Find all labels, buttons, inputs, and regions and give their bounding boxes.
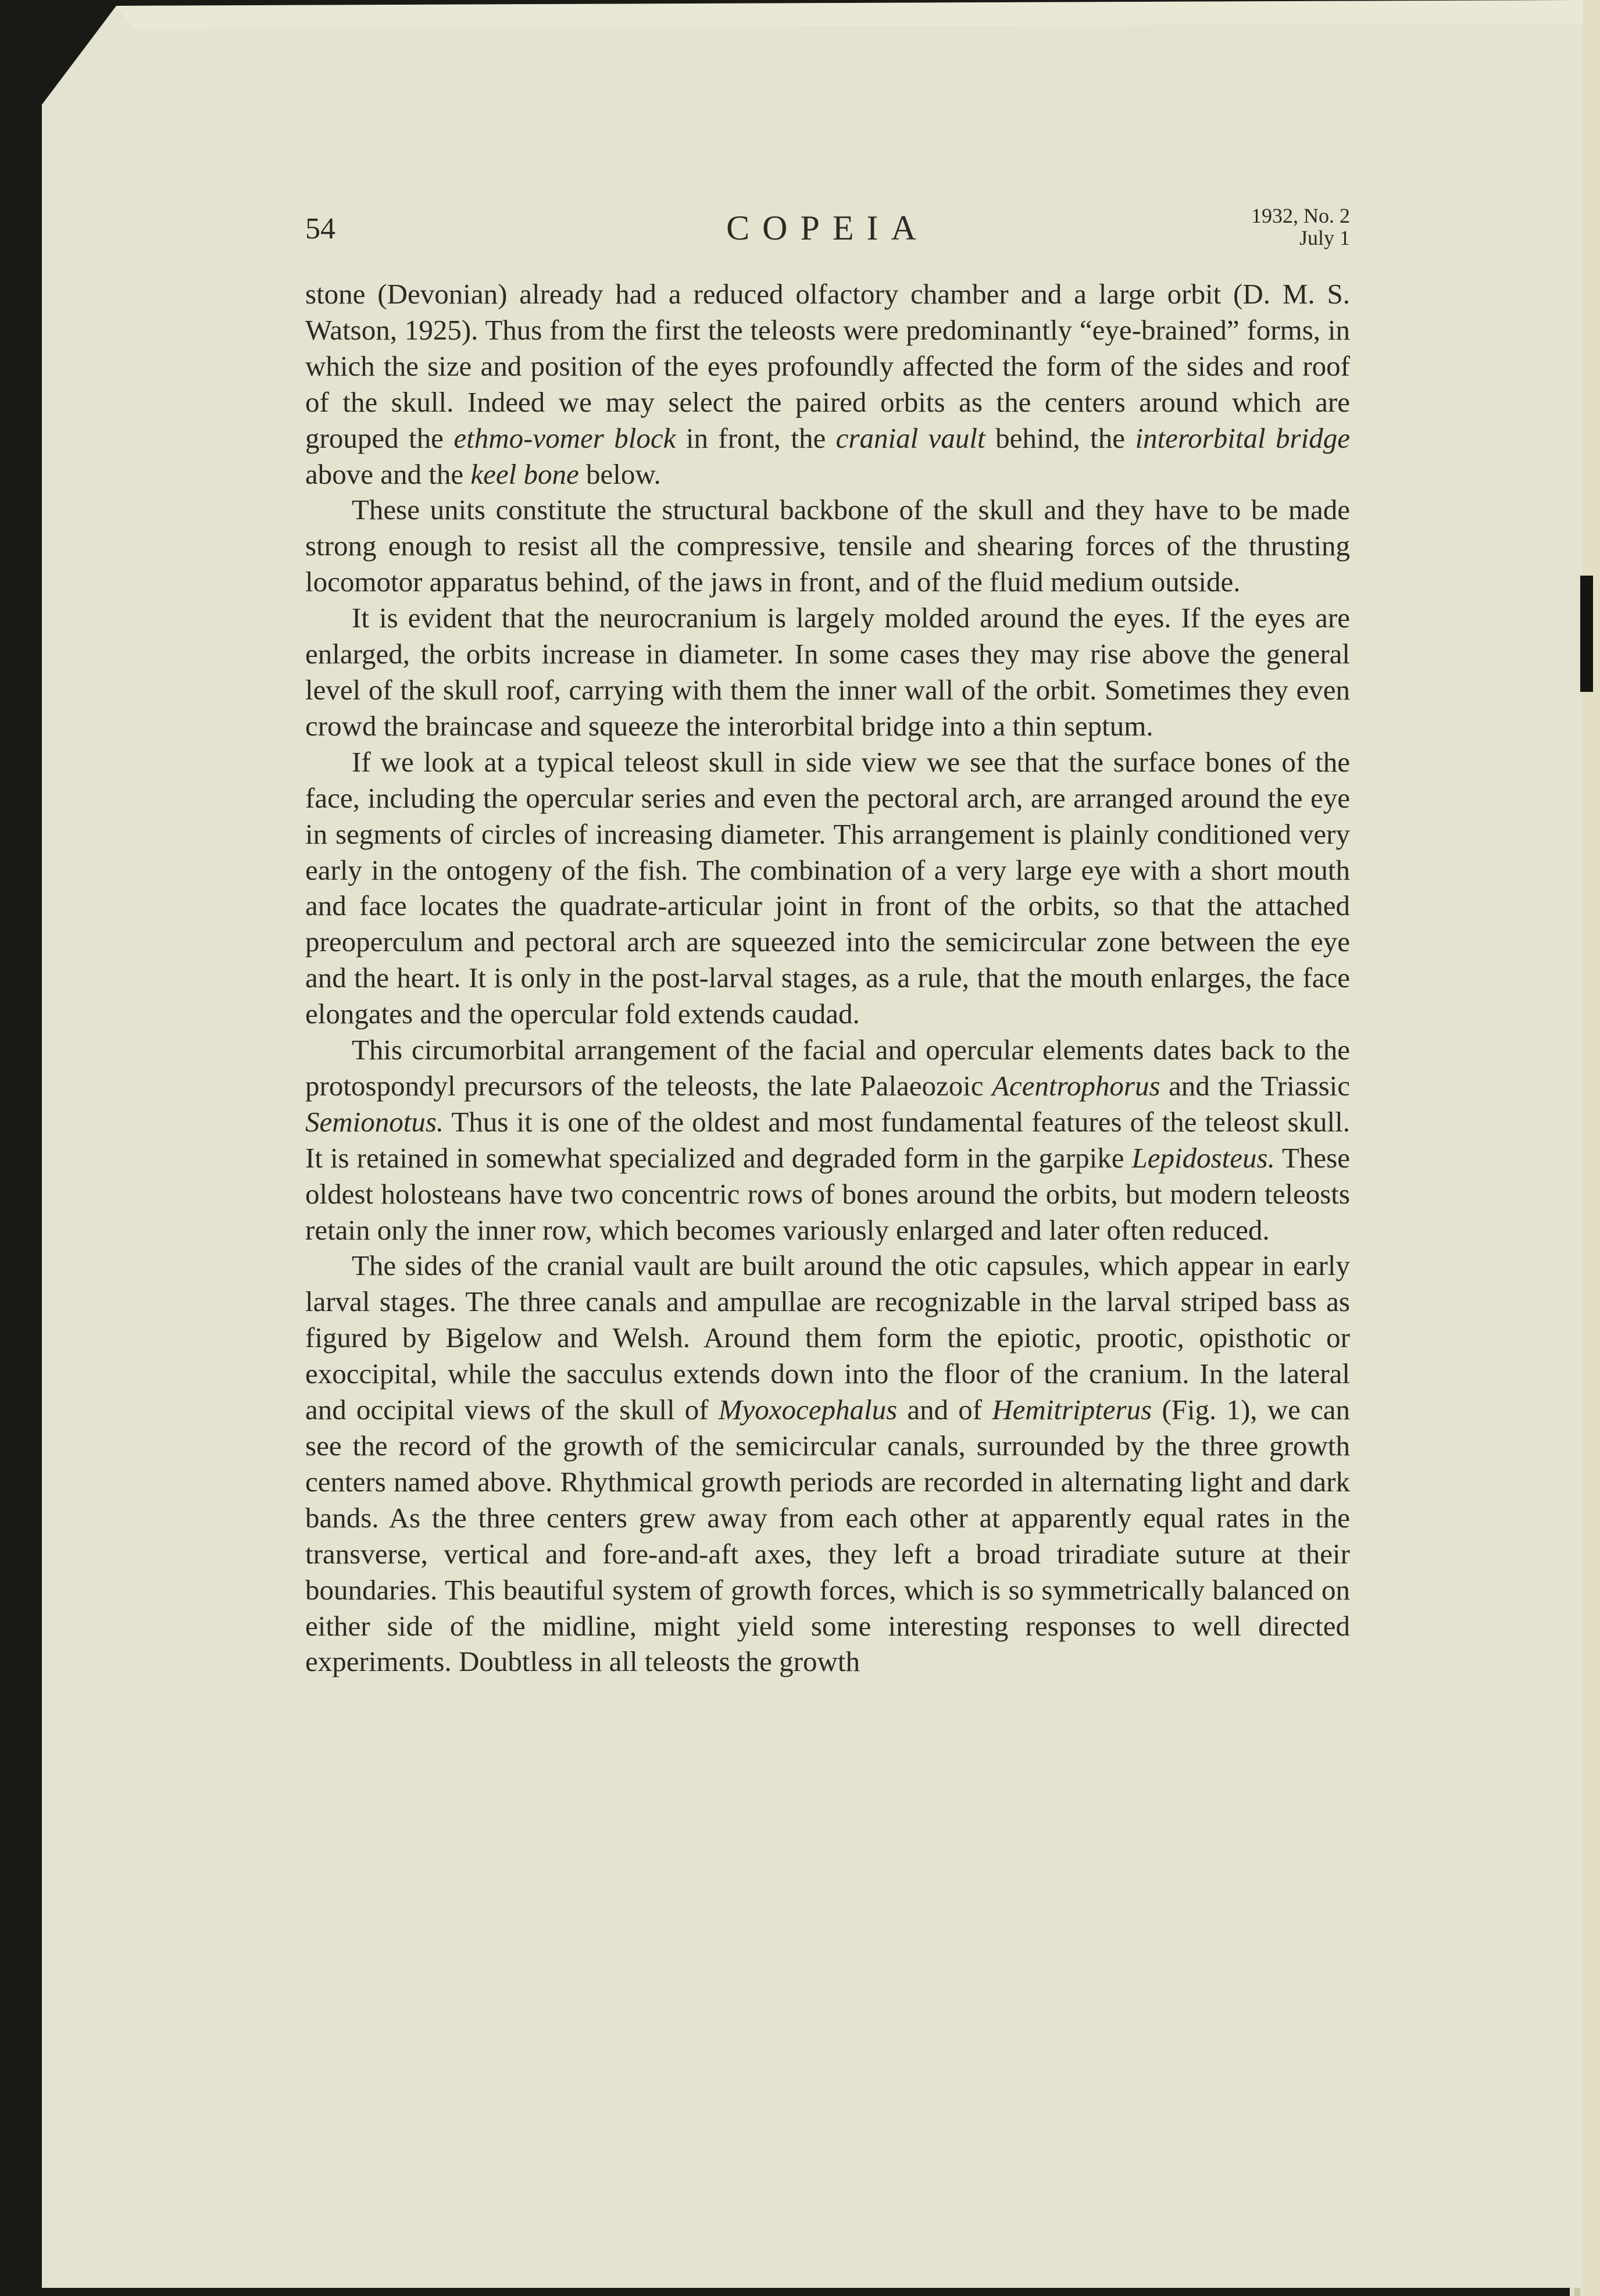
- article-body: [305, 276, 1350, 1680]
- paragraph-text: in front, the: [676, 422, 836, 454]
- italic-genus: Hemitripterus: [992, 1394, 1152, 1426]
- italic-term: keel bone: [470, 458, 579, 490]
- page-number: 54: [305, 212, 335, 245]
- italic-term: cranial vault: [835, 422, 985, 454]
- paragraph-text: Thus it is one of the oldest and most fundamental features of the teleost skull. It is retained in somewhat specialized and degraded form in the garpike: [305, 1105, 1350, 1174]
- italic-genus: Acentrophorus: [992, 1069, 1160, 1102]
- italic-genus: Myoxocephalus: [718, 1394, 898, 1426]
- paragraph-text: This circumorbital arrangement of the facial and opercular elements dates back to the protospondyl precursors of the teleosts, the late Palaeozoic: [305, 1034, 1350, 1102]
- paragraph-3: It is evident that the neurocranium is largely molded around the eyes. If the eyes are enlarged, the orbits increase in diameter. In some cases they may rise above the general level of the skull roof, carrying with them the inner wall of the orbit. Sometimes they even crowd the braincase and squeeze the interorbital bridge into a thin septum.: [305, 602, 1350, 742]
- paragraph-text: (Fig. 1), we can see the record of the growth of the semicircular canals, surrounded by the three growth centers named above. Rhythmical growth periods are recorded in alternating light and dark bands. As the three centers grew away from each other at apparently equal rates in the transverse, vertical and fore-and-aft axes, they left a broad triradiate suture at their boundaries. This beautiful system of growth forces, which is so symmetrically balanced on either side of the midline, might yield some interesting responses to well directed experiments. Doubtless in all teleosts the growth: [305, 1394, 1350, 1678]
- paragraph-6: [305, 1248, 1350, 1680]
- paragraph-text: behind, the: [985, 422, 1135, 454]
- issue-number: 1932, No. 2: [1251, 204, 1350, 227]
- italic-genus: Lepidosteus.: [1131, 1141, 1275, 1174]
- issue-info: [1251, 205, 1350, 249]
- italic-genus: Semionotus.: [305, 1105, 444, 1138]
- paragraph-1: [305, 276, 1350, 492]
- italic-term: interorbital bridge: [1135, 422, 1350, 454]
- paragraph-text: stone (Devonian) already had a reduced olfactory chamber and a large orbit (D. M. S. Watson, 1925). Thus from the first the teleosts were predominantly “eye-brained” forms, in which the size and position of the eyes profoundly affected the form of the sides and roof of the skull. Indeed we may select the paired orbits as the centers around which are grouped the: [305, 278, 1350, 454]
- paragraph-text: The sides of the cranial vault are built around the otic capsules, which appear in early larval stages. The three canals and ampullae are recognizable in the larval striped bass as figured by Bigelow and Welsh. Around them form the epiotic, prootic, opisthotic or exoccipital, while the sacculus extends down into the floor of the cranium. In the lateral and occipital views of the skull of: [305, 1249, 1350, 1426]
- paragraph-text: and of: [897, 1394, 992, 1426]
- paragraph-text: below.: [578, 458, 661, 490]
- paragraph-text: These oldest holosteans have two concentric rows of bones around the orbits, but modern teleosts retain only the inner row, which becomes variously enlarged and later often reduced.: [305, 1141, 1350, 1246]
- paragraph-4: If we look at a typical teleost skull in side view we see that the surface bones of the face, including the opercular series and even the pectoral arch, are arranged around the eye in segments of circles of increasing diameter. This arrangement is plainly conditioned very early in the ontogeny of the fish. The combination of a very large eye with a short mouth and face locates the quadrate-articular joint in front of the orbits, so that the attached preoperculum and pectoral arch are squeezed into the semicircular zone between the eye and the heart. It is only in the post-larval stages, as a rule, that the mouth enlarges, the face elongates and the opercular fold extends caudad.: [305, 745, 1350, 1030]
- italic-term: ethmo-vomer block: [453, 422, 676, 454]
- page-header: [305, 203, 1350, 250]
- paragraph-text: above and the: [305, 458, 471, 490]
- paragraph-2: These units constitute the structural backbone of the skull and they have to be made strong enough to resist all the compressive, tensile and shearing forces of the thrusting locomotor apparatus behind, of the jaws in front, and of the fluid medium outside.: [305, 494, 1350, 598]
- paragraph-text: and the Triassic: [1160, 1069, 1350, 1102]
- paragraph-5: [305, 1032, 1350, 1248]
- issue-date: July 1: [1299, 226, 1350, 249]
- journal-title: COPEIA: [726, 209, 929, 247]
